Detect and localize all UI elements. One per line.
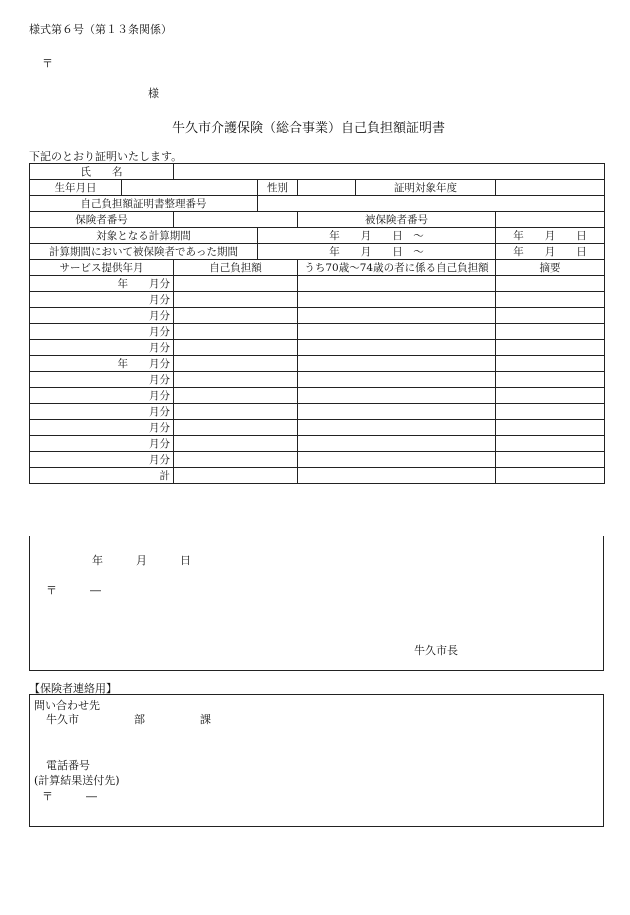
age-cell[interactable] <box>298 292 496 308</box>
insurer-number-label: 保険者番号 <box>30 212 174 228</box>
notes-cell[interactable] <box>496 340 605 356</box>
month-label-10: 月分 <box>30 420 174 436</box>
self-pay-cell[interactable] <box>174 372 298 388</box>
certificate-table <box>29 163 605 484</box>
notes-cell[interactable] <box>496 308 605 324</box>
self-pay-cell[interactable] <box>174 436 298 452</box>
issuer-postal[interactable]: 〒 ― <box>46 584 101 597</box>
department-line[interactable]: 牛久市 部 課 <box>46 713 211 726</box>
self-pay-cell[interactable] <box>174 308 298 324</box>
self-pay-cell[interactable] <box>174 276 298 292</box>
name-label: 氏 名 <box>30 164 174 180</box>
notes-cell[interactable] <box>496 276 605 292</box>
calc-period-from[interactable]: 年 月 日 〜 <box>258 228 496 244</box>
self-pay-header: 自己負担額 <box>174 260 298 276</box>
month-label-8: 月分 <box>30 388 174 404</box>
total-age-cell[interactable] <box>298 468 496 484</box>
notes-cell[interactable] <box>496 324 605 340</box>
age-cell[interactable] <box>298 276 496 292</box>
contact-postal[interactable]: 〒 ― <box>42 790 97 803</box>
month-label-2: 月分 <box>30 292 174 308</box>
self-pay-cell[interactable] <box>174 356 298 372</box>
insured-number-field[interactable] <box>496 212 605 228</box>
month-label-11: 月分 <box>30 436 174 452</box>
notes-cell[interactable] <box>496 372 605 388</box>
birth-field[interactable] <box>122 180 258 196</box>
calc-period-to[interactable]: 年 月 日 <box>496 228 605 244</box>
issuer-name: 牛久市長 <box>414 644 458 657</box>
notes-cell[interactable] <box>496 436 605 452</box>
insured-period-to[interactable]: 年 月 日 <box>496 244 605 260</box>
cert-number-label: 自己負担額証明書整理番号 <box>30 196 258 212</box>
age-cell[interactable] <box>298 452 496 468</box>
sex-field[interactable] <box>298 180 356 196</box>
form-number: 様式第６号（第１３条関係） <box>29 23 172 36</box>
month-label-6: 年 月分 <box>30 356 174 372</box>
notes-cell[interactable] <box>496 404 605 420</box>
target-year-field[interactable] <box>496 180 605 196</box>
inquiry-label: 問い合わせ先 <box>34 699 100 712</box>
age-cell[interactable] <box>298 324 496 340</box>
honorific: 様 <box>148 87 159 100</box>
age-cell[interactable] <box>298 388 496 404</box>
service-month-header: サービス提供年月 <box>30 260 174 276</box>
contact-box <box>29 694 604 827</box>
self-pay-cell[interactable] <box>174 324 298 340</box>
notes-cell[interactable] <box>496 388 605 404</box>
insured-period-from[interactable]: 年 月 日 〜 <box>258 244 496 260</box>
age-cell[interactable] <box>298 356 496 372</box>
month-label-3: 月分 <box>30 308 174 324</box>
total-notes-cell[interactable] <box>496 468 605 484</box>
total-label: 計 <box>30 468 174 484</box>
notes-header: 摘要 <box>496 260 605 276</box>
age-cell[interactable] <box>298 372 496 388</box>
sex-label: 性別 <box>258 180 298 196</box>
age-cell[interactable] <box>298 420 496 436</box>
send-to-label: (計算結果送付先) <box>34 774 120 787</box>
notes-cell[interactable] <box>496 292 605 308</box>
calc-period-label: 対象となる計算期間 <box>30 228 258 244</box>
month-label-1: 年 月分 <box>30 276 174 292</box>
age-70-74-header: うち70歳〜74歳の者に係る自己負担額 <box>298 260 496 276</box>
self-pay-cell[interactable] <box>174 452 298 468</box>
age-cell[interactable] <box>298 340 496 356</box>
self-pay-cell[interactable] <box>174 420 298 436</box>
insured-number-label: 被保険者番号 <box>298 212 496 228</box>
cert-number-field[interactable] <box>258 196 605 212</box>
month-label-7: 月分 <box>30 372 174 388</box>
intro-text: 下記のとおり証明いたします。 <box>29 150 183 163</box>
month-label-4: 月分 <box>30 324 174 340</box>
age-cell[interactable] <box>298 436 496 452</box>
name-field[interactable] <box>174 164 605 180</box>
notes-cell[interactable] <box>496 356 605 372</box>
notes-cell[interactable] <box>496 452 605 468</box>
age-cell[interactable] <box>298 404 496 420</box>
self-pay-cell[interactable] <box>174 404 298 420</box>
target-year-label: 証明対象年度 <box>356 180 496 196</box>
total-self-pay-cell[interactable] <box>174 468 298 484</box>
self-pay-cell[interactable] <box>174 388 298 404</box>
phone-label[interactable]: 電話番号 <box>46 759 90 772</box>
month-label-12: 月分 <box>30 452 174 468</box>
insured-period-label: 計算期間において被保険者であった期間 <box>30 244 258 260</box>
age-cell[interactable] <box>298 308 496 324</box>
postal-mark: 〒 <box>42 57 53 70</box>
contact-section-label: 【保険者連絡用】 <box>29 682 117 695</box>
insurer-number-field[interactable] <box>174 212 298 228</box>
month-label-9: 月分 <box>30 404 174 420</box>
issue-date[interactable]: 年 月 日 <box>92 554 191 567</box>
month-label-5: 月分 <box>30 340 174 356</box>
self-pay-cell[interactable] <box>174 292 298 308</box>
self-pay-cell[interactable] <box>174 340 298 356</box>
issuer-box <box>29 536 604 671</box>
document-title: 牛久市介護保険（総合事業）自己負担額証明書 <box>172 121 446 136</box>
birth-label: 生年月日 <box>30 180 122 196</box>
notes-cell[interactable] <box>496 420 605 436</box>
